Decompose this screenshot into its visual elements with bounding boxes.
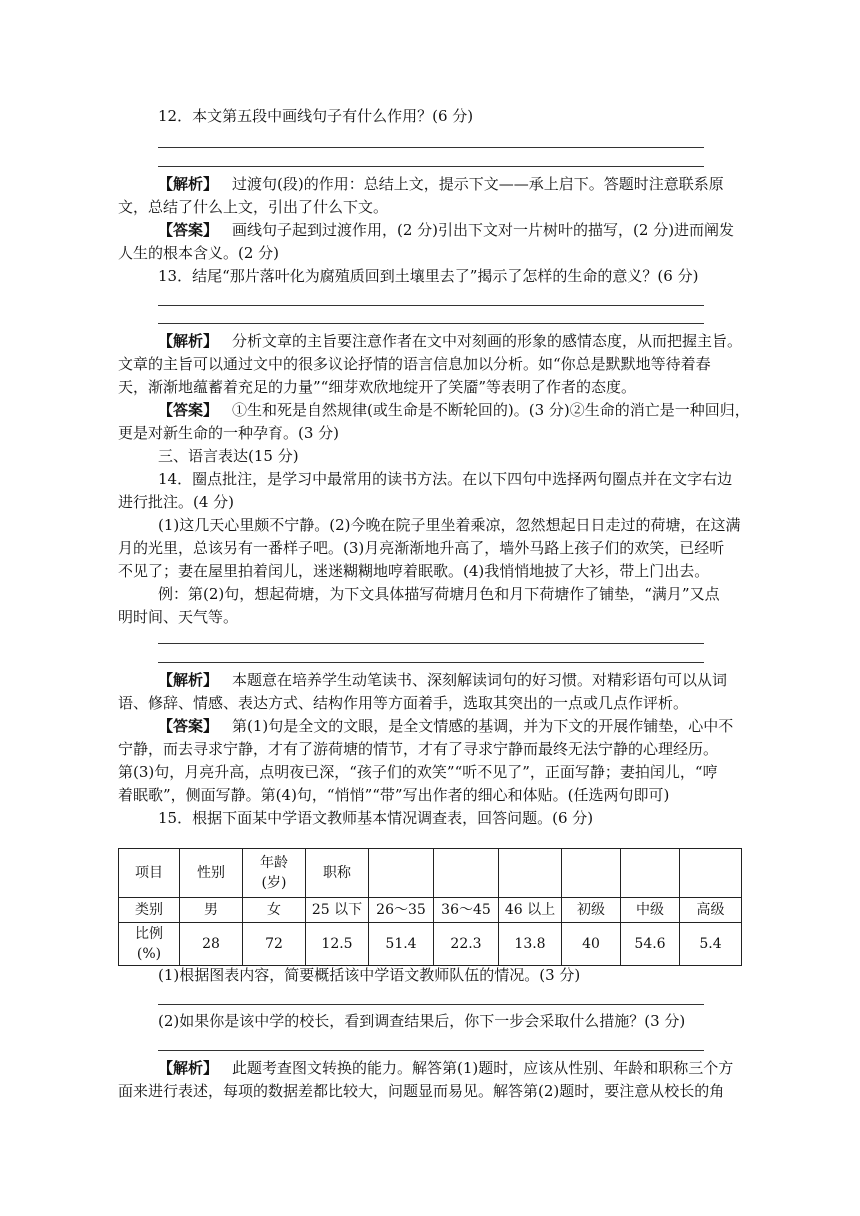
answer-line bbox=[158, 166, 704, 167]
table-row bbox=[119, 849, 742, 898]
answer-line bbox=[158, 147, 704, 148]
q14-example-cont: 明时间、天气等。 bbox=[118, 608, 239, 626]
table-cell bbox=[680, 849, 742, 898]
table-row bbox=[119, 923, 742, 966]
question-13: 13．结尾“那片落叶化为腐殖质回到土壤里去了”揭示了怎样的生命的意义？(6 分) bbox=[158, 267, 699, 285]
table-cell: 51.4 bbox=[369, 923, 434, 966]
analysis-text: 分析文章的主旨要注意作者在文中对刻画的形象的感情态度，从而把握主旨。 bbox=[232, 332, 743, 350]
answer-line bbox=[158, 323, 704, 324]
q13-analysis-cont: 文章的主旨可以通过文中的很多议论抒情的语言信息加以分析。如“你总是默默地等待着春 bbox=[118, 355, 711, 373]
table-cell bbox=[369, 849, 434, 898]
q12-analysis-cont: 文，总结了什么上文，引出了什么下文。 bbox=[118, 198, 389, 216]
q13-answer-cont: 更是对新生命的一种孕育。(3 分) bbox=[118, 424, 340, 442]
q12-answer-cont: 人生的根本含义。(2 分) bbox=[118, 244, 280, 262]
table-cell bbox=[621, 849, 680, 898]
table-cell: 40 bbox=[562, 923, 621, 966]
table-cell: 13.8 bbox=[499, 923, 562, 966]
section-heading: 三、语言表达(15 分) bbox=[158, 447, 299, 465]
table-cell: 类别 bbox=[119, 898, 180, 923]
analysis-tag: 【解析】 bbox=[158, 1059, 219, 1077]
question-14-cont: 进行批注。(4 分) bbox=[118, 493, 235, 511]
survey-table bbox=[118, 848, 742, 966]
analysis-text: 过渡句(段)的作用：总结上文，提示下文——承上启下。答题时注意联系原 bbox=[232, 175, 724, 193]
answer-text: 第(1)句是全文的文眼，是全文情感的基调，并为下文的开展作铺垫，心中不 bbox=[232, 717, 734, 735]
ratio-label-line1: 比例 bbox=[135, 926, 163, 942]
q15-analysis-cont: 面来进行表述，每项的数据差都比较大，问题显而易见。解答第(2)题时，要注意从校长的角 bbox=[118, 1082, 725, 1100]
table-cell bbox=[119, 923, 180, 966]
answer-line bbox=[158, 643, 704, 644]
answer-text: ①生和死是自然规律(或生命是不断轮回的)。(3 分)②生命的消亡是一种回归， bbox=[232, 401, 750, 419]
table-cell: 26～35 bbox=[369, 898, 434, 923]
answer-line bbox=[158, 1050, 704, 1051]
analysis-tag: 【解析】 bbox=[158, 671, 219, 689]
answer-line bbox=[158, 662, 704, 663]
table-cell: 性别 bbox=[180, 849, 243, 898]
ratio-label-line2: (%) bbox=[136, 946, 162, 962]
table-row bbox=[119, 898, 742, 923]
answer-text: 画线句子起到过渡作用，(2 分)引出下文对一片树叶的描写，(2 分)进而阐发 bbox=[232, 221, 735, 239]
table-cell: 54.6 bbox=[621, 923, 680, 966]
table-cell: 72 bbox=[243, 923, 306, 966]
answer-line bbox=[158, 1004, 704, 1005]
q14-answer-cont: 着眠歌”，侧面写静。第(4)句，“悄悄”“带”写出作者的细心和体贴。(任选两句即可) bbox=[118, 786, 670, 804]
table-cell: 项目 bbox=[119, 849, 180, 898]
q14-analysis-cont: 语、修辞、情感、表达方式、结构作用等方面着手，选取其突出的一点或几点作评析。 bbox=[118, 694, 689, 712]
question-15: 15．根据下面某中学语文教师基本情况调查表，回答问题。(6 分) bbox=[158, 809, 594, 827]
table-cell: 初级 bbox=[562, 898, 621, 923]
analysis-text: 本题意在培养学生动笔读书、深刻解读词句的好习惯。对精彩语句可以从词 bbox=[232, 671, 728, 689]
table-cell: 女 bbox=[243, 898, 306, 923]
table-cell: 5.4 bbox=[680, 923, 742, 966]
q14-sentences: (1)这几天心里颇不宁静。(2)今晚在院子里坐着乘凉，忽然想起日日走过的荷塘，在这满 bbox=[158, 516, 741, 534]
table-cell bbox=[434, 849, 499, 898]
answer-line bbox=[158, 305, 704, 306]
table-cell: 中级 bbox=[621, 898, 680, 923]
q15-subquestion-2: (2)如果你是该中学的校长，看到调查结果后，你下一步会采取什么措施？(3 分) bbox=[158, 1012, 686, 1030]
q14-sentences-cont: 月的光里，总该另有一番样子吧。(3)月亮渐渐地升高了，墙外马路上孩子们的欢笑，已经听 bbox=[118, 539, 725, 557]
table-cell: 高级 bbox=[680, 898, 742, 923]
q14-answer-cont: 宁静，而去寻求宁静，才有了游荷塘的情节，才有了寻求宁静而最终无法宁静的心理经历。 bbox=[118, 740, 719, 758]
table-cell bbox=[562, 849, 621, 898]
q15-subquestion-1: (1)根据图表内容，简要概括该中学语文教师队伍的情况。(3 分) bbox=[158, 966, 581, 984]
analysis-tag: 【解析】 bbox=[158, 175, 219, 193]
table-cell: 25 以下 bbox=[306, 898, 369, 923]
analysis-text: 此题考查图文转换的能力。解答第(1)题时，应该从性别、年龄和职称三个方 bbox=[232, 1059, 734, 1077]
q14-sentences-cont: 不见了；妻在屋里拍着闰儿，迷迷糊糊地哼着眠歌。(4)我悄悄地披了大衫，带上门出去。 bbox=[118, 562, 710, 580]
table-cell: 46 以上 bbox=[499, 898, 562, 923]
answer-tag: 【答案】 bbox=[158, 401, 219, 419]
table-cell: 职称 bbox=[306, 849, 369, 898]
table-cell: 22.3 bbox=[434, 923, 499, 966]
table-cell bbox=[499, 849, 562, 898]
q14-example: 例：第(2)句，想起荷塘，为下文具体描写荷塘月色和月下荷塘作了铺垫，“满月”又点 bbox=[158, 585, 720, 603]
question-12: 12．本文第五段中画线句子有什么作用？(6 分) bbox=[158, 107, 474, 125]
age-header-line2: (岁) bbox=[261, 875, 287, 891]
question-14: 14．圈点批注，是学习中最常用的读书方法。在以下四句中选择两句圈点并在文字右边 bbox=[158, 470, 733, 488]
q14-answer-cont: 第(3)句，月亮升高，点明夜已深，“孩子们的欢笑”“听不见了”，正面写静；妻拍闰儿，“哼 bbox=[118, 763, 718, 781]
age-header-line1: 年龄 bbox=[260, 855, 288, 871]
answer-tag: 【答案】 bbox=[158, 717, 219, 735]
table-cell: 12.5 bbox=[306, 923, 369, 966]
table-cell: 36～45 bbox=[434, 898, 499, 923]
table-cell bbox=[243, 849, 306, 898]
table-cell: 28 bbox=[180, 923, 243, 966]
q13-analysis-cont: 天，渐渐地蕴蓄着充足的力量”“细芽欢欣地绽开了笑靥”等表明了作者的态度。 bbox=[118, 378, 637, 396]
answer-tag: 【答案】 bbox=[158, 221, 219, 239]
analysis-tag: 【解析】 bbox=[158, 332, 219, 350]
table-cell: 男 bbox=[180, 898, 243, 923]
